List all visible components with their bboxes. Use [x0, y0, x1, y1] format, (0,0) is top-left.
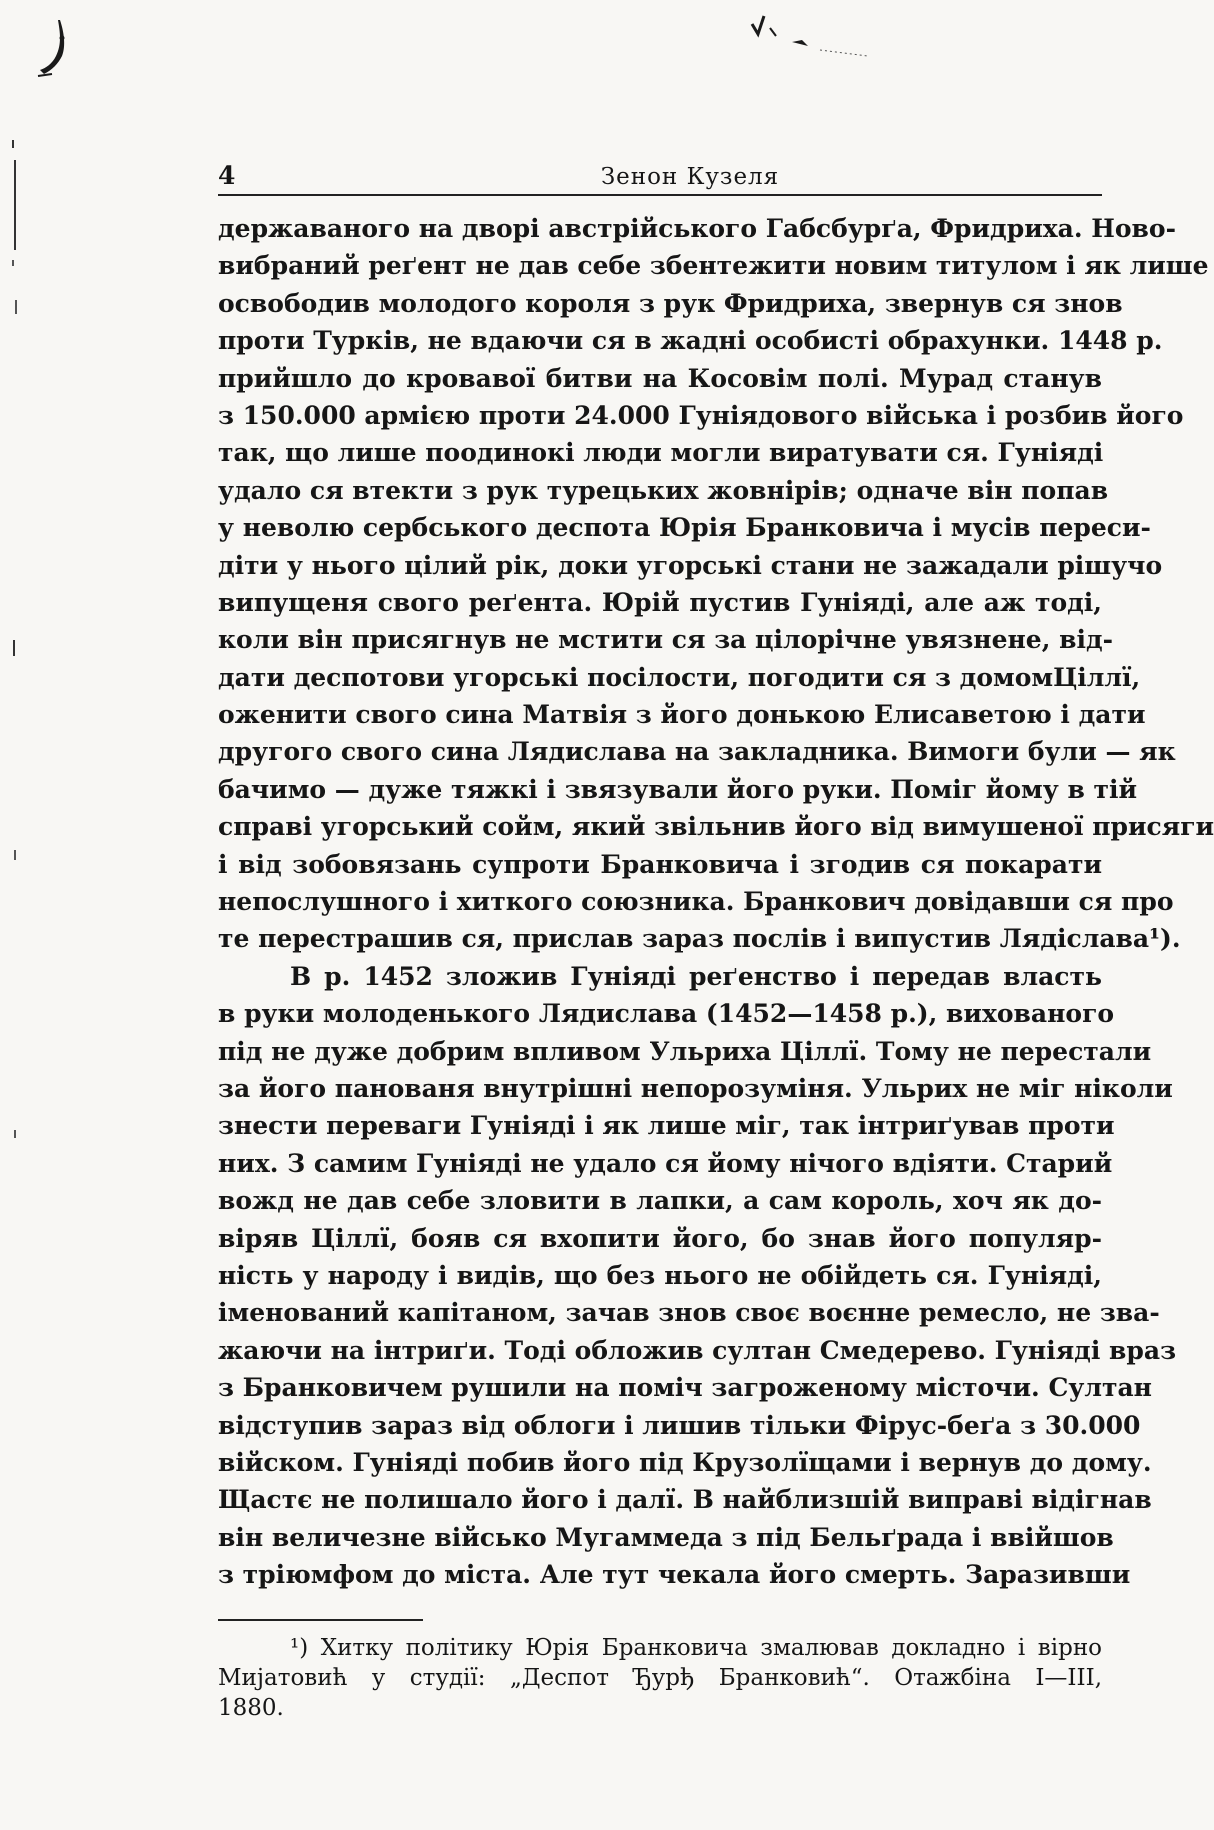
text-line: справі угорський сойм, який звільнив його від вимушеної присяги	[218, 812, 1214, 842]
text-line: з Бранковичем рушили на поміч загроженому місточи. Султан	[218, 1373, 1152, 1403]
text-line: удало ся втекти з рук турецьких жовнірів; одначе він попав	[218, 475, 1109, 505]
text-line: оженити свого сина Матвія з його донькою Елисаветою і дати	[218, 700, 1146, 730]
text-line: діти у нього цілий рік, доки угорські стани не зажадали рішучо	[218, 550, 1163, 580]
text-line: з 150.000 армією проти 24.000 Гуніядового війська і розбив його	[218, 400, 1184, 430]
footnote-rule	[218, 1619, 423, 1621]
text-line: дати деспотови угорські посілости, погодити ся з домомЦіллї,	[218, 662, 1141, 692]
page-number: 4	[218, 161, 236, 190]
text-line: він величезне військо Мугаммеда з під Бельґрада і ввійшов	[218, 1522, 1114, 1552]
text-line: вожд не дав себе зловити в лапки, а сам король, хоч як до-	[218, 1186, 1102, 1216]
text-line: іменований капітаном, зачав знов своє воєнне ремесло, не зва-	[218, 1298, 1160, 1328]
text-line: прийшло до кровавої битви на Косовім полі. Мурад станув	[218, 363, 1102, 393]
text-line: з тріюмфом до міста. Але тут чекала його смерть. Заразивши	[218, 1560, 1131, 1590]
text-line: вибраний реґент не дав себе збентежити новим титулом і як лише	[218, 251, 1209, 281]
text-line: так, що лише поодинокі люди могли виратувати ся. Гуніяді	[218, 438, 1104, 468]
text-line: війском. Гуніяді побив його під Крузолїщами і вернув до дому.	[218, 1447, 1152, 1477]
footnote	[218, 1633, 1102, 1723]
text-line: під не дуже добрим впливом Ульриха Ціллї. Тому не перестали	[218, 1036, 1152, 1066]
footnote-line: 1880.	[218, 1695, 284, 1722]
text-line: ність у народу і видів, що без нього не обійдеть ся. Гуніяді,	[218, 1260, 1102, 1290]
footnote-line: ¹) Хитку політику Юрія Бранковича змалював докладно і вірно	[290, 1635, 1102, 1662]
running-title: Зенон Кузеля	[600, 164, 780, 190]
text-line: бачимо — дуже тяжкі і звязували його руки. Поміг йому в тій	[218, 774, 1138, 804]
footnote-line: Мијатовић у студії: „Деспот Ђурђ Бранковић“. Отажбіна I—III,	[218, 1665, 1102, 1692]
text-line: віряв Ціллї, бояв ся вхопити його, бо знав його популяр-	[218, 1223, 1102, 1253]
text-line: в руки молоденького Лядислава (1452—1458 р.), вихованого	[218, 999, 1115, 1029]
text-line: освободив молодого короля з рук Фридриха, звернув ся знов	[218, 288, 1123, 318]
running-header	[218, 160, 1102, 196]
text-line: державаного на дворі австрійського Габсбурґа, Фридриха. Ново-	[218, 214, 1176, 243]
text-line: за його панованя внутрішні непорозуміня. Ульрих не міг ніколи	[218, 1073, 1173, 1103]
text-line: непослушного і хиткого союзника. Бранкович довідавши ся про	[218, 887, 1174, 917]
text-line: жаючи на інтриґи. Тоді обложив султан Смедерево. Гуніяді враз	[218, 1335, 1177, 1365]
text-line: випущеня свого реґента. Юрій пустив Гуніяді, але аж тоді,	[218, 587, 1102, 617]
text-line: і від зобовязань супроти Бранковича і згодив ся покарати	[218, 849, 1102, 879]
text-line: те перестрашив ся, прислав зараз послів і випустив Лядіслава¹).	[218, 924, 1181, 954]
body-text	[218, 210, 1214, 1593]
margin-scan-ticks	[6, 140, 22, 1140]
text-line: проти Турків, не вдаючи ся в жадні особисті обрахунки. 1448 р.	[218, 326, 1163, 356]
paragraph-start-line: В р. 1452 зложив Гуніяді реґенство і передав власть	[290, 961, 1102, 991]
text-line: другого свого сина Лядислава на закладника. Вимоги були — як	[218, 737, 1176, 767]
ink-scribble-mark	[750, 6, 870, 56]
text-line: них. З самим Гуніяді не удало ся йому нічого вдіяти. Старий	[218, 1148, 1113, 1178]
text-line: відступив зараз від облоги і лишив тільки Фірус-беґа з 30.000	[218, 1410, 1141, 1440]
book-page	[218, 160, 1214, 1723]
text-line: знести переваги Гуніяді і як лише міг, так інтриґував проти	[218, 1111, 1115, 1141]
text-line: у неволю сербського деспота Юрія Бранковича і мусів переси-	[218, 513, 1151, 543]
text-line: коли він присягнув не мстити ся за цілорічне увязнене, від-	[218, 625, 1114, 655]
ink-blot-mark	[38, 18, 72, 78]
text-line: Щастє не полишало його і далї. В найблизшій виправі відігнав	[218, 1485, 1152, 1515]
